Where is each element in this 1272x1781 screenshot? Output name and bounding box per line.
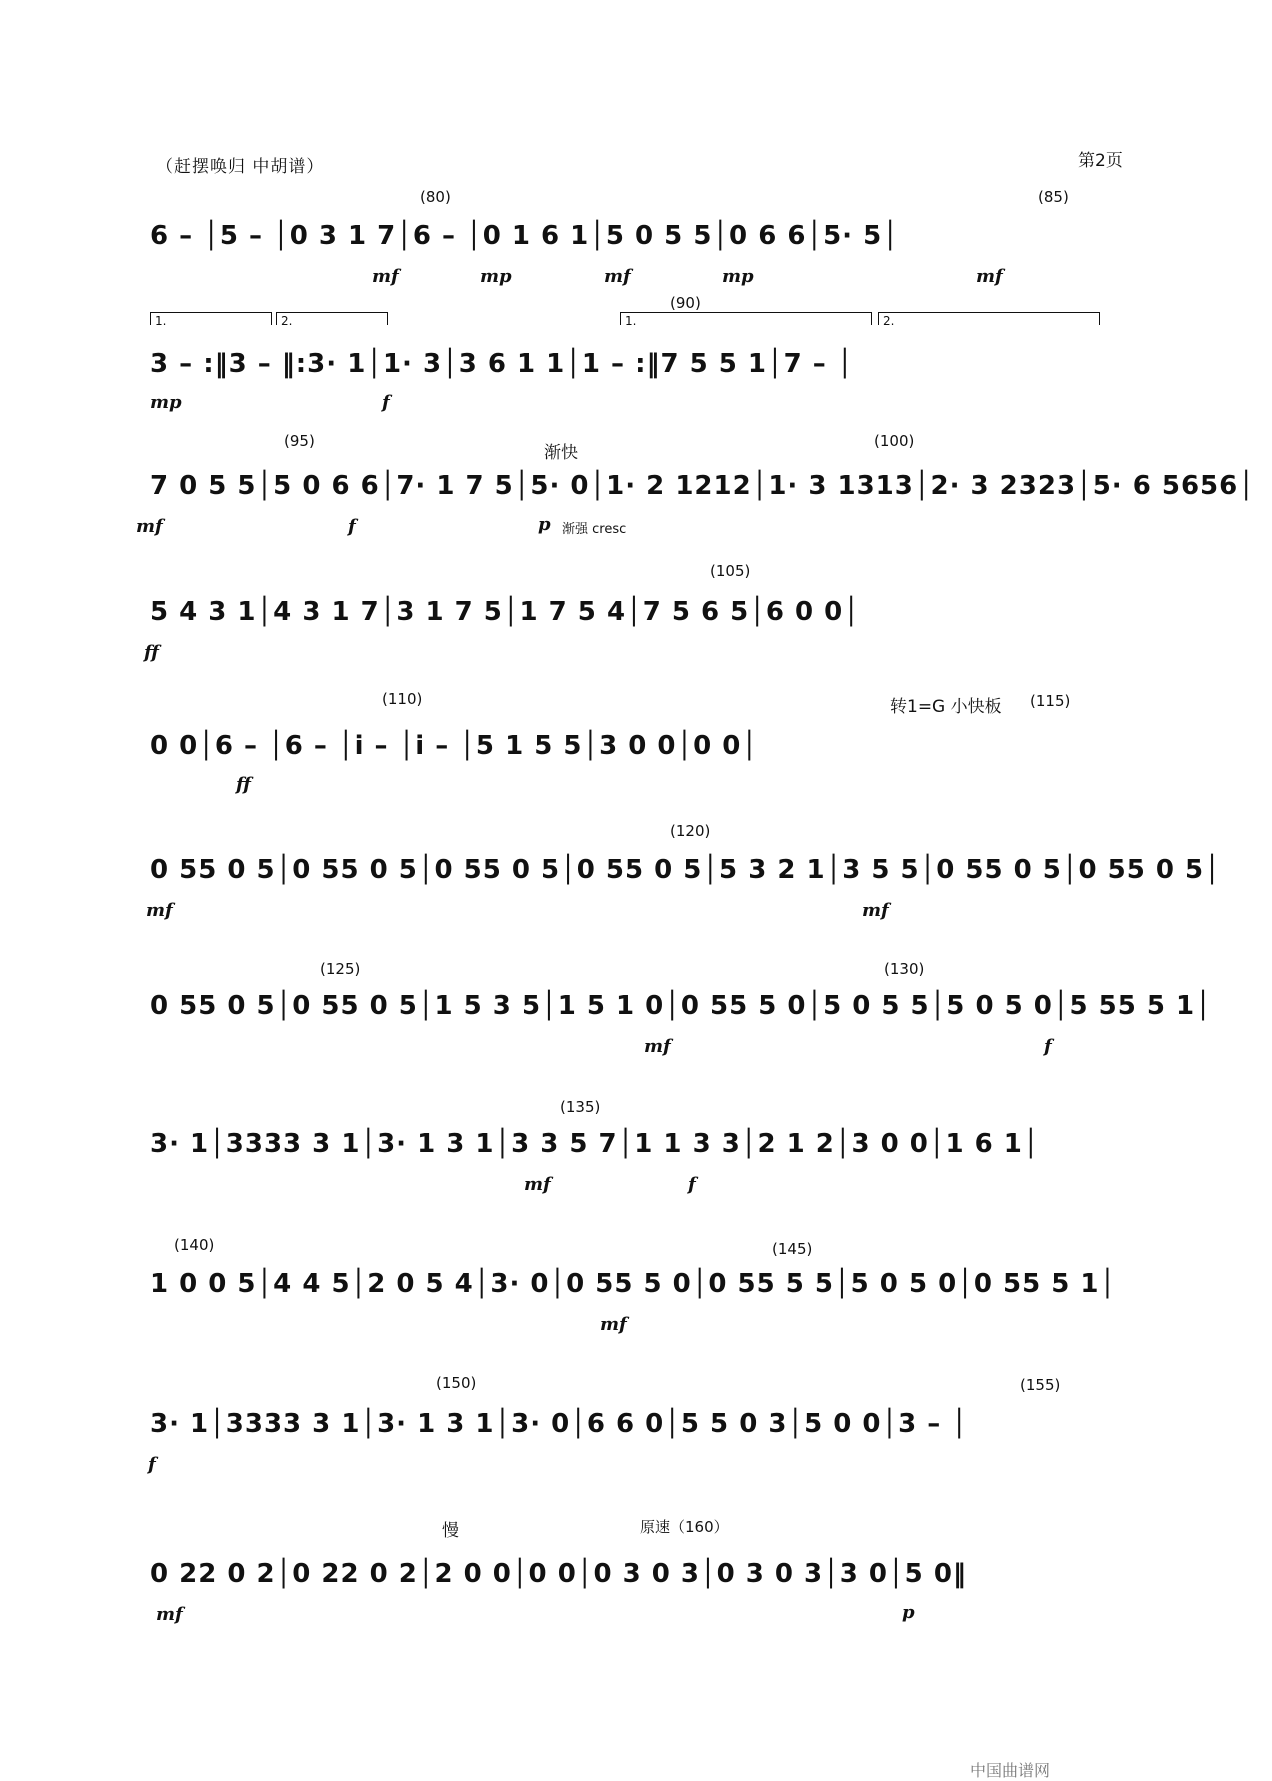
measure-marker: (150)	[436, 1374, 477, 1392]
volta-bracket: 1.	[620, 312, 872, 325]
staff-row-8	[150, 1098, 1110, 1248]
notes-line: 5 4 3 1│4 3 1 7│3 1 7 5│1 7 5 4│7 5 6 5│6 0 0│	[150, 597, 860, 627]
notes-line: 0 55 0 5│0 55 0 5│1 5 3 5│1 5 1 0│0 55 5 0│5 0 5 5│5 0 5 0│5 55 5 1│	[150, 991, 1212, 1021]
dynamic-mark: mf	[604, 266, 631, 287]
dynamic-mark: mf	[644, 1036, 671, 1057]
dynamic-mark: mf	[862, 900, 889, 921]
measure-marker: (90)	[670, 294, 701, 312]
notes-line: 0 55 0 5│0 55 0 5│0 55 0 5│0 55 0 5│5 3 2 1│3 5 5│0 55 0 5│0 55 0 5│	[150, 855, 1221, 885]
staff-row-3	[136, 432, 1255, 582]
dynamic-text: 渐强 cresc	[562, 522, 627, 537]
dynamic-mark: f	[1044, 1036, 1052, 1057]
tempo-mark: 转1=G 小快板	[890, 697, 1002, 717]
dynamic-mark: p	[538, 514, 551, 535]
dynamic-mark: mp	[150, 392, 182, 413]
notes-line: 6 – │5 – │0 3 1 7│6 – │0 1 6 1│5 0 5 5│0 6 6│5· 5│	[150, 221, 899, 251]
dynamic-mark: ff	[236, 774, 251, 795]
measure-marker: (85)	[1038, 188, 1069, 206]
measure-marker: (130)	[884, 960, 925, 978]
header-title: （赶摆唤归 中胡谱）	[156, 157, 325, 177]
dynamic-mark: mf	[136, 516, 163, 537]
dynamic-mark: mf	[156, 1604, 183, 1625]
notes-line: 1 0 0 5│4 4 5│2 0 5 4│3· 0│0 55 5 0│0 55 5 5│5 0 5 0│0 55 5 1│	[150, 1269, 1117, 1299]
notes-line: 3 – :‖3 – ‖:3· 1│1· 3│3 6 1 1│1 – :‖7 5 5 1│7 – │	[150, 349, 854, 379]
measure-marker: (80)	[420, 188, 451, 206]
staff-row-6	[146, 822, 1221, 972]
dynamic-mark: f	[688, 1174, 696, 1195]
measure-marker: (110)	[382, 690, 423, 708]
measure-marker: (100)	[874, 432, 915, 450]
dynamic-mark: mp	[480, 266, 512, 287]
watermark-text: 中国曲谱网	[970, 1761, 1051, 1780]
measure-marker: 原速（160）	[640, 1518, 729, 1536]
dynamic-mark: mf	[600, 1314, 627, 1335]
staff-row-5	[150, 690, 1110, 840]
measure-marker: (135)	[560, 1098, 601, 1116]
dynamic-mark: f	[348, 516, 356, 537]
dynamic-mark: p	[902, 1602, 915, 1623]
dynamic-mark: mf	[524, 1174, 551, 1195]
volta-bracket: 2.	[276, 312, 388, 325]
dynamic-mark: mf	[976, 266, 1003, 287]
measure-marker: (105)	[710, 562, 751, 580]
measure-marker: (145)	[772, 1240, 813, 1258]
measure-marker: (95)	[284, 432, 315, 450]
notes-line: 3· 1│3333 3 1│3· 1 3 1│3· 0│6 6 0│5 5 0 3│5 0 0│3 – │	[150, 1409, 968, 1439]
notes-line: 3· 1│3333 3 1│3· 1 3 1│3 3 5 7│1 1 3 3│2 1 2│3 0 0│1 6 1│	[150, 1129, 1040, 1159]
dynamic-mark: f	[148, 1454, 156, 1475]
dynamic-mark: mp	[722, 266, 754, 287]
notes-line: 0 0│6 – │6 – │i – │i – │5 1 5 5│3 0 0│0 0│	[150, 731, 759, 761]
notes-line: 0 22 0 2│0 22 0 2│2 0 0│0 0│0 3 0 3│0 3 0 3│3 0│5 0‖	[150, 1559, 967, 1589]
measure-marker: (140)	[174, 1236, 215, 1254]
measure-marker: (125)	[320, 960, 361, 978]
dynamic-mark: mf	[146, 900, 173, 921]
staff-row-9	[150, 1236, 1117, 1386]
measure-marker: (155)	[1020, 1376, 1061, 1394]
tempo-mark: 慢	[442, 1521, 459, 1541]
volta-bracket: 1.	[150, 312, 272, 325]
dynamic-mark: f	[382, 392, 390, 413]
dynamic-mark: ff	[144, 642, 159, 663]
staff-row-7	[150, 960, 1212, 1110]
staff-row-2	[150, 294, 1110, 450]
dynamic-mark: mf	[372, 266, 399, 287]
tempo-mark: 渐快	[544, 443, 578, 463]
notes-line: 7 0 5 5│5 0 6 6│7· 1 7 5│5· 0│1· 2 1212│1· 3 1313│2· 3 2323│5· 6 5656│	[150, 471, 1255, 501]
volta-bracket: 2.	[878, 312, 1100, 325]
staff-row-11	[150, 1502, 1110, 1652]
page-number: 第2页	[1078, 151, 1123, 171]
measure-marker: (115)	[1030, 692, 1071, 710]
measure-marker: (120)	[670, 822, 711, 840]
